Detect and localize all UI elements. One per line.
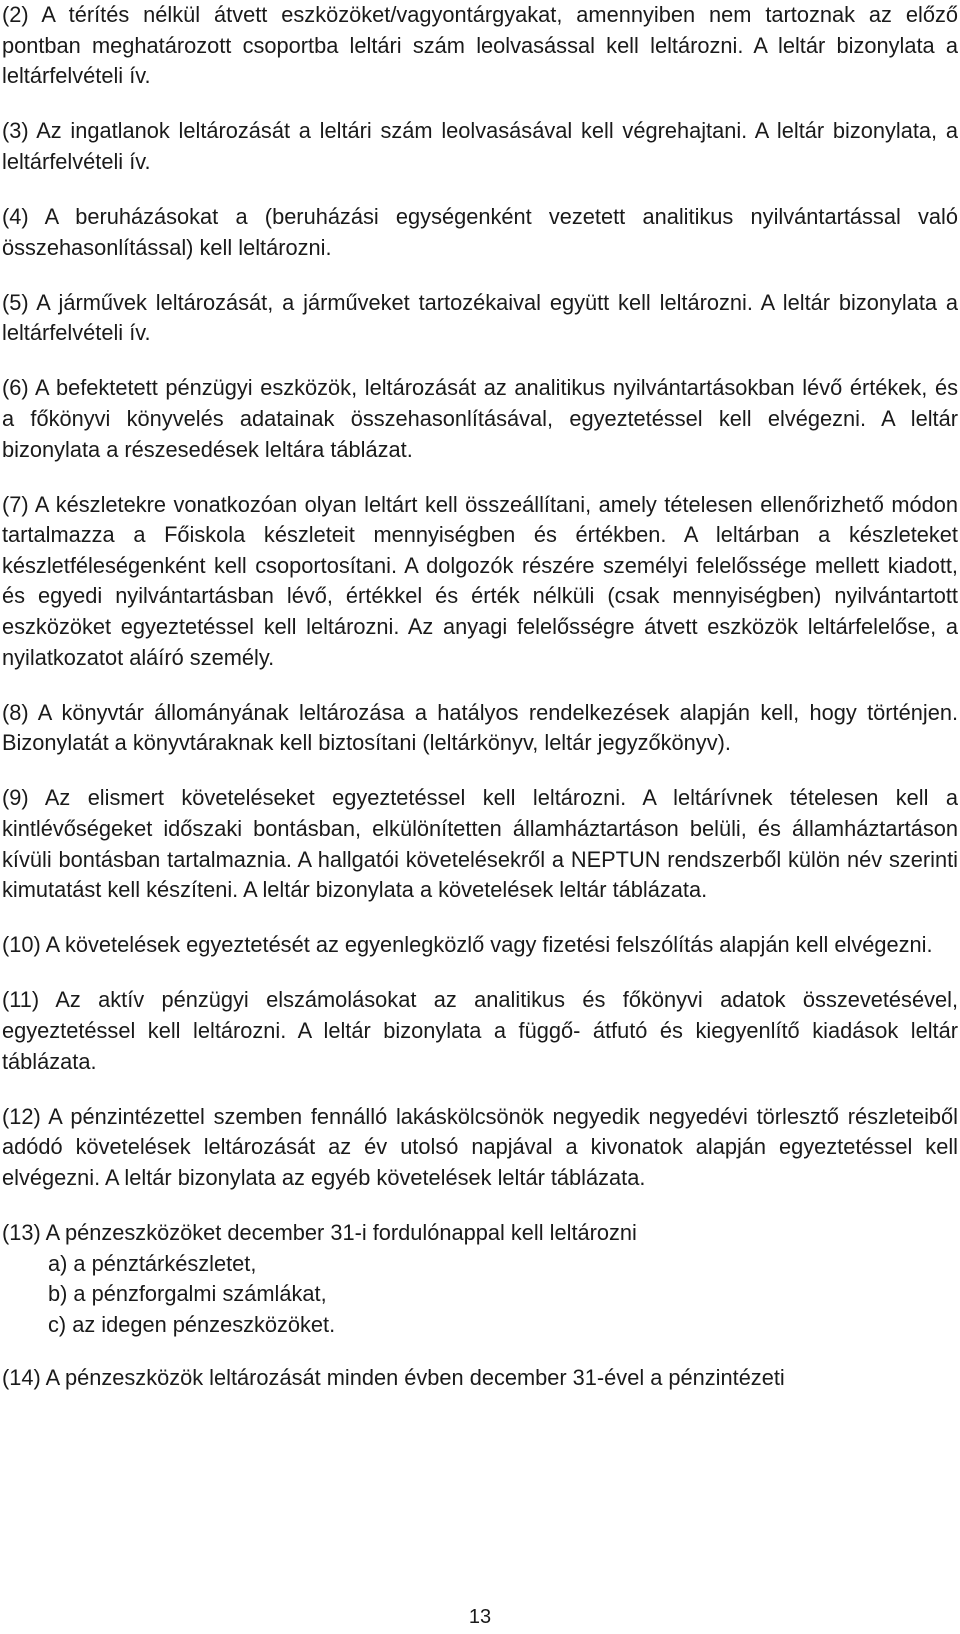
paragraph-8: (8) A könyvtár állományának leltározása a hatályos rendelkezések alapján kell, hogy történjen. Bizonylatát a könyvtáraknak kell biztosítani (leltárkönyv, leltár jegyzőkönyv).: [2, 699, 958, 756]
paragraph-13: [2, 1218, 958, 1340]
paragraph-7: (7) A készletekre vonatkozóan olyan leltárt kell összeállítani, amely tételesen ellenőrizhető módon tartalmazza a Főiskola készleteit mennyiségben és értékben. A leltárban a készleteket készletféleségenként kell csoportosítani. A dolgozók részére személyi felelőssége mellett kiadott, és egyedi nyilvántartásban lévő, értékkel és érték nélküli (csak mennyiségben) nyilvántartott eszközöket egyeztetéssel kell leltározni. Az anyagi felelősségre átvett eszközök leltárfelelőse, a nyilatkozatot aláíró személy.: [2, 491, 958, 670]
page-number: 13: [468, 1606, 492, 1628]
list-item: c) az idegen pénzeszközöket.: [48, 1311, 336, 1337]
paragraph-13-intro: (13) A pénzeszközöket december 31-i fordulónappal kell leltározni: [2, 1219, 637, 1245]
paragraph-14: (14) A pénzeszközök leltározását minden évben december 31-ével a pénzintézeti: [2, 1365, 785, 1391]
paragraph-10: (10) A követelések egyeztetését az egyenlegközlő vagy fizetési felszólítás alapján kell elvégezni.: [2, 932, 933, 958]
paragraph-11: (11) Az aktív pénzügyi elszámolásokat az analitikus és főkönyvi adatok összevetésével, egyeztetéssel kell leltározni. A leltár bizonylata a függő- átfutó és kiegyenlítő kiadások leltár táblázata.: [2, 987, 958, 1074]
paragraph-3: (3) Az ingatlanok leltározását a leltári szám leolvasásával kell végrehajtani. A leltár bizonylata, a leltárfelvételi ív.: [2, 118, 958, 174]
paragraph-2: (2) A térítés nélkül átvett eszközöket/vagyontárgyakat, amennyiben nem tartoznak az előző pontban meghatározott csoportba leltári szám leolvasással kell leltározni. A leltár bizonylata a leltárfelvételi ív.: [2, 2, 958, 89]
paragraph-4: (4) A beruházásokat a (beruházási egységenként vezetett analitikus nyilvántartással való összehasonlítással) kell leltározni.: [2, 203, 958, 260]
paragraph-6: (6) A befektetett pénzügyi eszközök, leltározását az analitikus nyilvántartásokban lévő értékek, és a főkönyvi könyvelés adatainak összehasonlításával, egyeztetéssel kell elvégezni. A leltár bizonylata a részesedések leltára táblázat.: [2, 375, 958, 462]
paragraph-13-list: [2, 1249, 958, 1341]
paragraph-5: (5) A járművek leltározását, a járműveket tartozékaival együtt kell leltározni. A leltár bizonylata a leltárfelvételi ív.: [2, 289, 958, 346]
list-item: a) a pénztárkészletet,: [48, 1250, 257, 1276]
paragraph-12: (12) A pénzintézettel szemben fennálló lakáskölcsönök negyedik negyedévi törlesztő részleteiből adódó követelések leltározását az év utolsó napjával a kivonatok alapján egyeztetéssel kell elvégezni. A leltár bizonylata az egyéb követelések leltár táblázata.: [2, 1103, 958, 1190]
document-page: [2, 0, 958, 1394]
paragraph-9: (9) Az elismert követeléseket egyeztetéssel kell leltározni. A leltárívnek tételesen kell a kintlévőségeket időszaki bontásban, elkülönítetten államháztartáson belüli, és államháztartáson kívüli bontásban tartalmaznia. A hallgatói követelésekről a NEPTUN rendszerből külön név szerinti kimutatást kell készíteni. A leltár bizonylata a követelések leltár táblázata.: [2, 785, 958, 903]
list-item: b) a pénzforgalmi számlákat,: [48, 1281, 327, 1307]
